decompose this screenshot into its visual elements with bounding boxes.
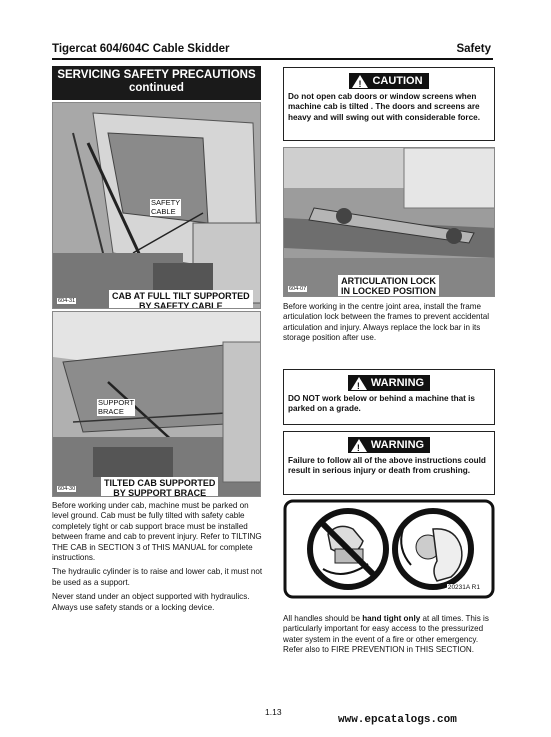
section-banner [52, 66, 261, 100]
photo-support-brace [52, 311, 261, 497]
handle-decal [283, 499, 495, 603]
alert-triangle-icon: ! [351, 377, 367, 390]
label-line: BRACE [98, 406, 124, 416]
caution-message: Do not open cab doors or window screens when machine cab is tilted . The doors and screens are heavy and will swing out with considerable force. [288, 92, 480, 122]
right-body-text [283, 302, 495, 348]
paragraph: Never stand under an object supported with hydraulics. Always use safety stands or a locking device. [52, 592, 250, 612]
decal-code: 20231A R1 [447, 584, 480, 591]
photo-code: 604-30 [58, 486, 76, 492]
photo-cab-full-tilt [52, 102, 261, 309]
warning-box-crushing [283, 431, 495, 495]
document-title: Tigercat 604/604C Cable Skidder [52, 43, 230, 55]
text-segment: at all times. This is particularly important for easy access to the pressurized water system in the event of a fire or other emergency. Refer also to FIRE PREVENTION in THIS SECTION. [283, 614, 489, 655]
photo-caption [101, 477, 218, 497]
section-name: Safety [456, 43, 491, 55]
caption-line: BY SUPPORT BRACE [113, 488, 207, 497]
caption-line: CAB AT FULL TILT SUPPORTED [112, 291, 250, 301]
catalog-url[interactable]: www.epcatalogs.com [338, 714, 457, 726]
alert-triangle-icon: ! [351, 439, 367, 452]
support-brace-illustration [53, 312, 261, 497]
banner-title: SERVICING SAFETY PRECAUTIONS [57, 69, 256, 81]
label-line: SUPPORT [98, 398, 135, 407]
left-body-text [52, 501, 264, 617]
label-line: SAFETY [151, 198, 181, 207]
paragraph: Before working in the centre joint area, install the frame articulation lock between the frames to prevent accidental articulation and injury. Always replace the lock bar in its storage position after use. [283, 302, 490, 343]
photo-caption [338, 275, 439, 297]
header-rule [52, 58, 493, 60]
caution-box [283, 67, 495, 141]
page-number: 1.13 [265, 707, 282, 717]
caption-line: ARTICULATION LOCK [341, 276, 436, 286]
emphasis-text: hand tight only [362, 614, 421, 623]
photo-caption [109, 290, 253, 309]
safety-cable-label [150, 199, 181, 216]
warning-message: Failure to follow all of the above instructions could result in serious injury or death from crushing. [288, 456, 486, 476]
banner-subtitle: continued [129, 82, 184, 94]
warning-signal [284, 437, 494, 453]
paragraph: The hydraulic cylinder is to raise and lower cab, it must not be used as a support. [52, 567, 263, 587]
handles-body-text [283, 614, 495, 660]
label-line: CABLE [151, 206, 176, 216]
prohibition-circle-icon [310, 511, 386, 587]
caution-signal [284, 73, 494, 89]
signal-word: WARNING [370, 439, 425, 451]
paragraph [283, 614, 495, 656]
warning-message: DO NOT work below or behind a machine that is parked on a grade. [288, 394, 475, 414]
photo-articulation-lock [283, 147, 495, 297]
caption-line: BY SAFETY CABLE [138, 301, 223, 309]
text-segment: All handles should be [283, 614, 363, 623]
signal-word: WARNING [370, 377, 425, 389]
photo-code: 604-07 [289, 286, 307, 292]
warning-box-grade [283, 369, 495, 425]
warning-signal [284, 375, 494, 391]
hand-tighten-icon [395, 511, 471, 587]
caption-line: IN LOCKED POSITION [341, 286, 437, 296]
support-brace-label [97, 399, 135, 416]
photo-code: 604-31 [58, 298, 76, 304]
signal-word: CAUTION [372, 75, 423, 87]
paragraph: Before working under cab, machine must be parked on level ground. Cab must be fully tilted with safety cable completely tight or cab support brace must be installed between frame and cab to prevent injury. Refer to TILTING THE CAB in SECTION 3 of THIS MANUAL for complete instructions. [52, 501, 262, 563]
caption-line: TILTED CAB SUPPORTED [104, 478, 216, 488]
alert-triangle-icon: ! [352, 75, 368, 88]
